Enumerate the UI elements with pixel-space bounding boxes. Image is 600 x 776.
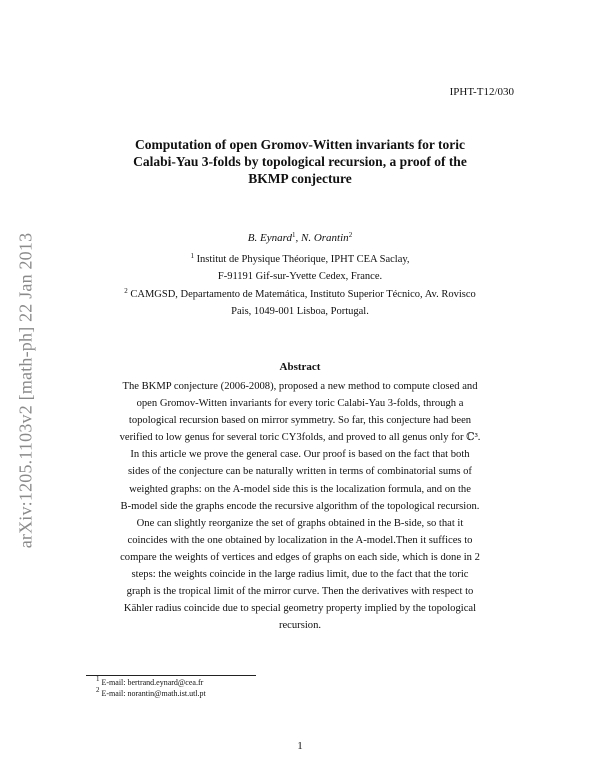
abstract-line: Kähler radius coincide due to special geometry property implied by the topological [123,603,477,615]
title-line: Calabi-Yau 3-folds by topological recursion, a proof of the [133,154,467,169]
footnote-email[interactable]: norantin@math.ist.utl.pt [127,689,206,698]
abstract-body [86,378,514,634]
affiliation-2 [84,286,516,320]
footnote-label: E-mail: [101,689,126,698]
abstract-line: coincides with the one obtained by localization in the A-model.Then it suffices to [127,534,473,546]
author-name: B. Eynard [247,232,292,244]
footnote-1 [96,675,204,687]
author-separator: , [295,232,301,244]
page-number: 1 [297,740,303,752]
abstract-line: recursion. [278,620,322,632]
abstract-line: steps: the weights coincide in the large radius limit, due to the fact that the toric [131,569,469,581]
footnote-2 [96,686,206,698]
abstract-line: weighted graphs: on the A-model side this is the localization formula, and on the [129,483,471,495]
abstract-line: sides of the conjecture can be naturally written in terms of combinatorial sums of [128,466,472,478]
author-name: N. Orantin [301,232,349,244]
affiliation-mark: 2 [124,287,128,295]
abstract-heading: Abstract [279,361,321,373]
footnote-rule [86,675,256,676]
abstract-line: One can slightly reorganize the set of graphs obtained in the B-side, so that it [136,517,464,529]
footnote-email[interactable]: bertrand.eynard@cea.fr [127,678,204,687]
abstract-line: topological recursion based on mirror symmetry. So far, this conjecture had been [128,415,472,427]
abstract-line: verified to low genus for several toric CY3folds, and proved to all genus only for ℂ³. [119,432,481,444]
abstract-line: In this article we prove the general case. Our proof is based on the fact that both [130,449,470,461]
footnote-mark: 2 [96,686,100,694]
affiliation-line: Institut de Physique Théorique, IPHT CEA Saclay, [196,254,410,265]
abstract-line: open Gromov-Witten invariants for every toric Calabi-Yau 3-folds, through a [136,398,464,410]
footnote-label: E-mail: [101,678,126,687]
abstract-line: The BKMP conjecture (2006-2008), proposed a new method to compute closed and [122,381,478,392]
arxiv-stamp-container [6,205,46,575]
affiliation-line: Pais, 1049-001 Lisboa, Portugal. [231,306,369,317]
abstract-line: graph is the tropical limit of the mirror curve. Then the derivatives with respect to [126,586,474,598]
title-line: Computation of open Gromov-Witten invariants for toric [135,137,465,152]
author-list [90,232,510,244]
arxiv-stamp: arXiv:1205.1103v2 [math-ph] 22 Jan 2013 [15,232,36,548]
author-mark: 2 [348,231,353,239]
paper-title [90,136,510,187]
title-line: BKMP conjecture [248,171,352,186]
report-number: IPHT-T12/030 [449,86,514,98]
abstract-line: compare the weights of vertices and edges of graphs on each side, which is done in 2 [120,551,480,563]
affiliation-line: F-91191 Gif-sur-Yvette Cedex, France. [217,271,383,282]
affiliation-line: CAMGSD, Departamento de Matemática, Instituto Superior Técnico, Av. Rovisco [130,289,476,300]
footnote-mark: 1 [96,675,100,683]
author-mark: 1 [292,231,296,239]
affiliation-1 [84,251,516,285]
abstract-line: B-model side the graphs encode the recursive algorithm of the topological recursion. [120,500,480,512]
affiliation-mark: 1 [190,252,194,260]
